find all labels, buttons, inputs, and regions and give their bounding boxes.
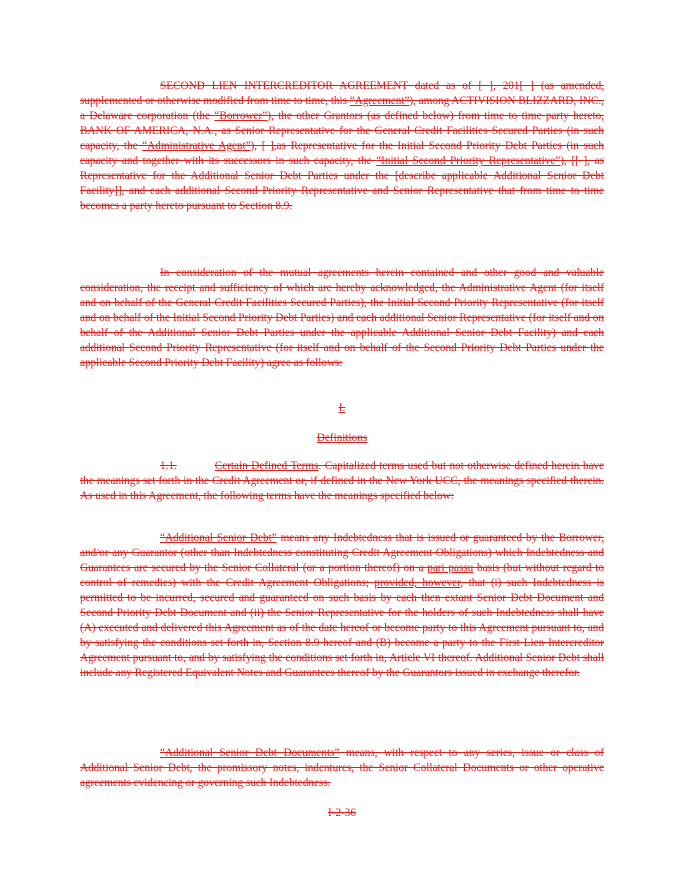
consideration-paragraph — [80, 266, 604, 371]
article-title — [80, 431, 604, 446]
defined-term: “Additional Senior Debt Documents” — [160, 747, 340, 759]
intro-mid-1: ), among ACTIVISION BLIZZARD, INC., a Delaware corporation (the — [80, 95, 604, 122]
page-number: I-2-36 — [328, 807, 356, 819]
definition-text: means, with respect to any series, issue or class of Additional Senior Debt, the promissory notes, indentures, the Senior Collateral Documents or other operative agreements evidencing or governing such Indebtedness. — [80, 747, 604, 789]
consideration-text: In consideration of the mutual agreements herein contained and other good and valuable consideration, the receipt and sufficiency of which are hereby acknowledged, the Administrative Agent (for itself and on behalf of the General Credit Facilities Secured Parties), the Initial Second Priority Representative (for itself and on behalf of the Initial Second Priority Debt Parties) and each additional Senior Representative (for itself and on behalf of the Additional Senior Debt Parties under the applicable Additional Senior Debt Facility) and each additional Second Priority Representative (for itself and on behalf of the Second Priority Debt Parties under the applicable Second Priority Debt Facility) agree as follows: — [80, 267, 604, 369]
definition-text-3: , that (i) such Indebtedness is permitted to be incurred, secured and guaranteed on such basis by each then extant Senior Debt Document and Second Priority Debt Document and (ii) the Senior Representative for the holders of such Indebtedness shall have (A) executed and delivered this Agreement as of the date hereof or become party to this Agreement pursuant to, and by satisfying the conditions set forth in, Section 8.9 hereof and (B) become a party to the First Lien Intercreditor Agreement pursuant to, and by satisfying the conditions set forth in, Article VI thereof. Additional Senior Debt shall include any Registered Equivalent Notes and Guarantees thereof by the Guarantors issued in exchange therefor. — [80, 577, 605, 679]
pari-passu-term: pari passu — [427, 562, 474, 574]
definition-text-1: means any Indebtedness that is issued or guaranteed by the Borrower, and/or any Guarantor (other than Indebtedness constituting Credit Agreement Obligations) which Indebtedness and Guarantees are secured by the Senior Collateral (or a portion thereof) on a — [80, 532, 604, 574]
intro-tail: ), [[ ], as Representative for the Additional Senior Debt Parties under the [describe applicable Additional Senior Debt Facility]], and each additional Second Priority Representative and Senior Representative that from time to time becomes a party hereto pursuant to Section 8.9. — [80, 155, 604, 212]
section-number: 1.1. — [160, 460, 177, 472]
section-heading: Certain Defined Terms — [214, 460, 319, 472]
section-1-1 — [80, 459, 604, 504]
intro-mid-2: ), the other Grantors (as defined below) from time to time party hereto, BANK OF AMERICA, N.A., as Senior Representative for the General Credit Facilities Secured Parties (in such capacity, the — [80, 110, 605, 152]
intro-lead: SECOND LIEN INTERCREDITOR AGREEMENT dated as of [ ], 201[ ] (as amended, supplemented or otherwise modified from time to time, this — [80, 80, 604, 107]
page-footer — [80, 806, 604, 821]
admin-agent-term: “Administrative Agent” — [142, 140, 251, 152]
initial-rep-term: “Initial Second Priority Representative” — [376, 155, 561, 167]
definition-additional-senior-debt-documents — [80, 746, 604, 791]
definition-additional-senior-debt — [80, 531, 604, 681]
article-number — [80, 401, 604, 416]
section-body: . Capitalized terms used but not otherwise defined herein have the meanings set forth in the Credit Agreement or, if defined in the New York UCC, the meanings specified therein. As used in this Agreement, the following terms have the meanings specified below: — [80, 460, 604, 502]
borrower-term: “Borrower” — [214, 110, 268, 122]
definition-text-2: basis (but without regard to control of remedies) with the Credit Agreement Obligations; — [80, 562, 604, 589]
provided-however-term: provided, however — [374, 577, 461, 589]
article-number-text: I. — [338, 402, 346, 414]
intro-paragraph — [80, 79, 604, 214]
defined-term: “Additional Senior Debt” — [160, 532, 277, 544]
intro-mid-3: ), [ ],as Representative for the Initial Second Priority Debt Parties (in such capacity and together with its successors in such capacity, the — [80, 140, 604, 167]
article-title-text: Definitions — [316, 432, 368, 444]
agreement-term: “Agreement” — [349, 95, 410, 107]
